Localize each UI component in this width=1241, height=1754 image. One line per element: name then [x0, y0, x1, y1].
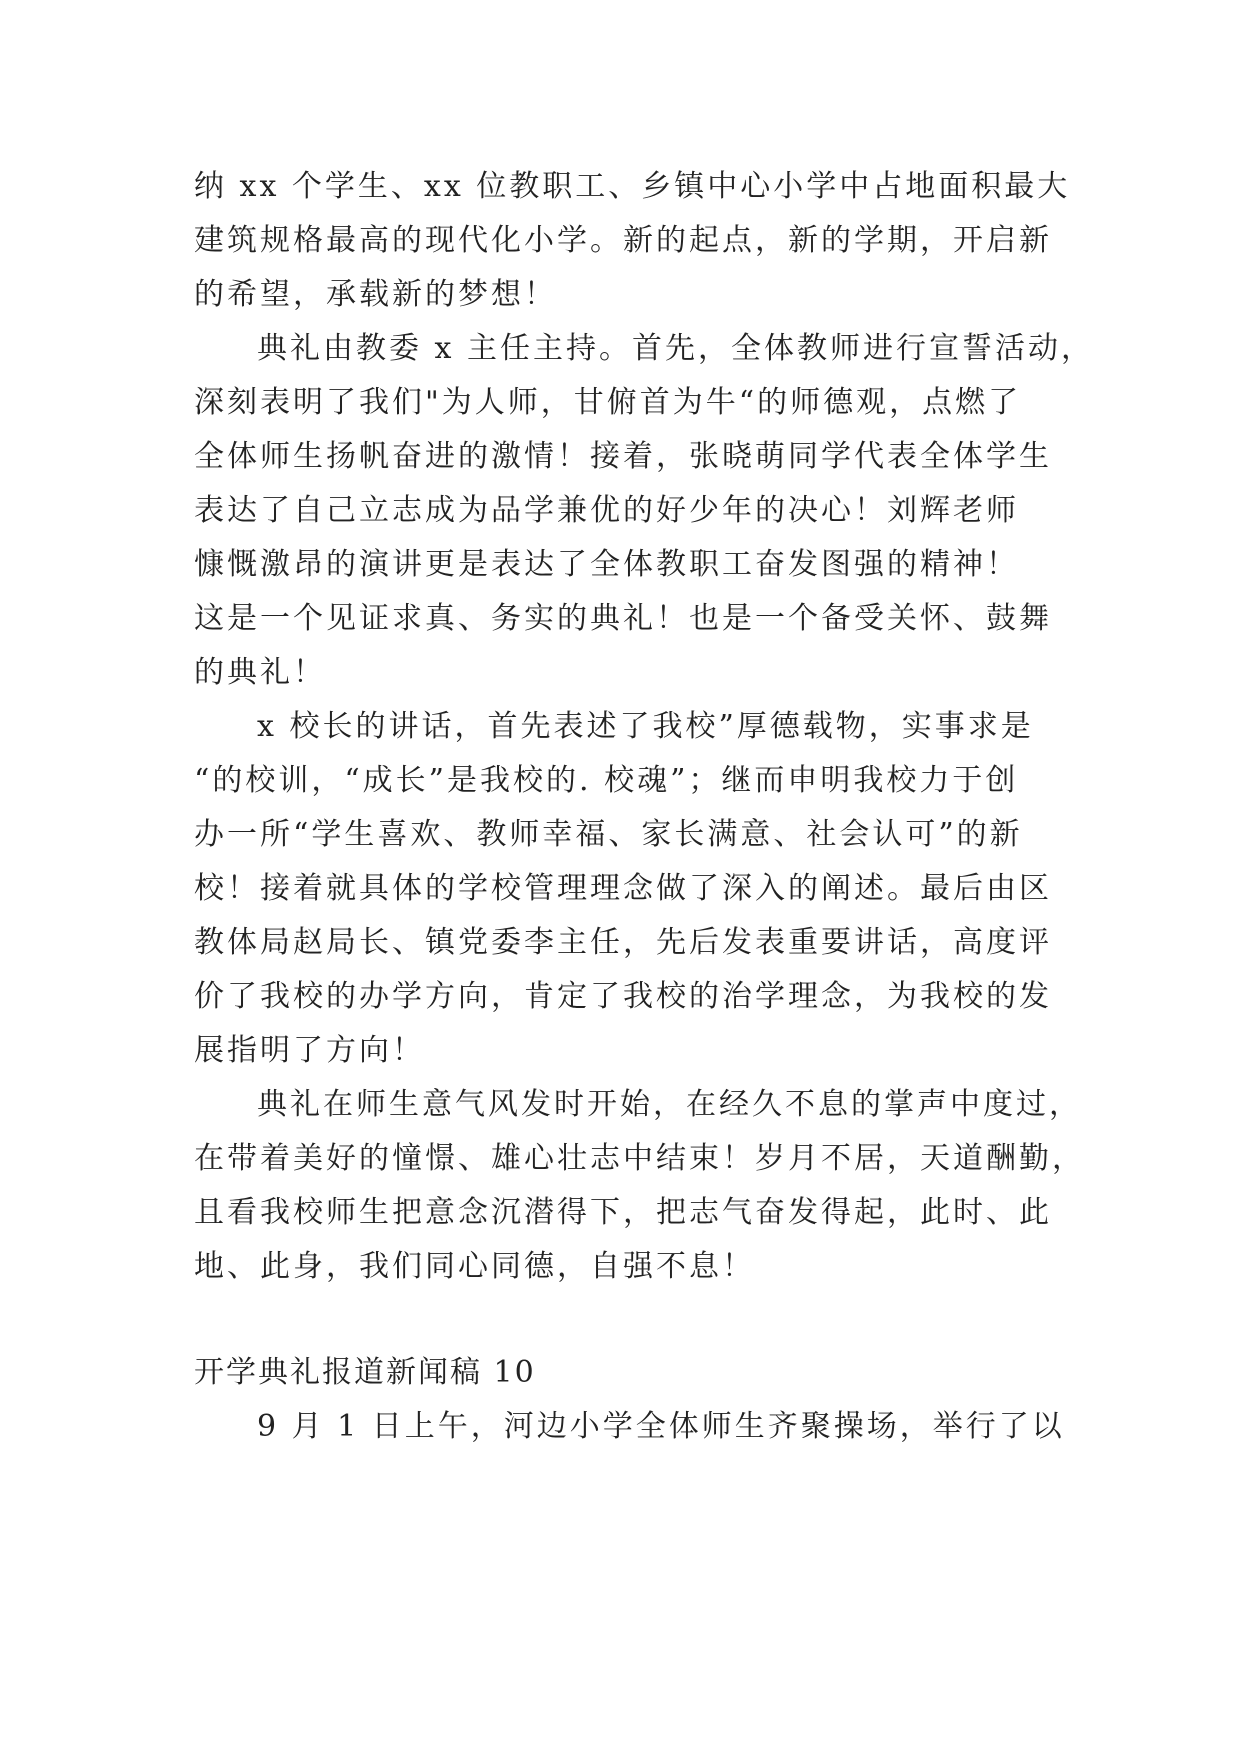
text-line: “的校训，“成长”是我校的. 校魂”；继而申明我校力于创 [194, 763, 1019, 798]
text-line: 办一所“学生喜欢、教师幸福、家长满意、社会认可”的新 [194, 817, 1023, 852]
text-line: 的典礼！ [194, 655, 326, 690]
text-line: x 校长的讲话，首先表述了我校”厚德载物，实事求是 [257, 709, 1034, 744]
text-line: 且看我校师生把意念沉潜得下，把志气奋发得起，此时、此 [194, 1195, 1052, 1230]
document-body [194, 160, 1094, 1454]
paragraph-4 [194, 1078, 1085, 1294]
paragraph-2 [194, 322, 1094, 700]
text-line: 典礼在师生意气风发时开始，在经久不息的掌声中度过， [257, 1087, 1082, 1122]
text-line: 在带着美好的憧憬、雄心壮志中结束！岁月不居，天道酬勤， [194, 1141, 1085, 1176]
text-line: 纳 xx 个学生、xx 位教职工、乡镇中心小学中占地面积最大 [194, 169, 1071, 204]
paragraph-5 [194, 1400, 1065, 1454]
text-line: 建筑规格最高的现代化小学。新的起点，新的学期，开启新 [194, 223, 1052, 258]
paragraph-3 [194, 700, 1052, 1078]
text-line: 表达了自己立志成为品学兼优的好少年的决心！刘辉老师 [194, 493, 1019, 528]
text-line: 地、此身，我们同心同德，自强不息！ [194, 1249, 755, 1284]
paragraph-1 [194, 160, 1071, 322]
text-line: 全体师生扬帆奋进的激情！接着，张晓萌同学代表全体学生 [194, 439, 1052, 474]
text-line: 价了我校的办学方向，肯定了我校的治学理念，为我校的发 [194, 979, 1052, 1014]
text-line: 教体局赵局长、镇党委李主任，先后发表重要讲话，高度评 [194, 925, 1052, 960]
section-heading: 开学典礼报道新闻稿 10 [194, 1355, 536, 1390]
text-line: 的希望，承载新的梦想！ [194, 277, 557, 312]
text-line: 深刻表明了我们"为人师，甘俯首为牛“的师德观，点燃了 [194, 385, 1022, 420]
text-line: 这是一个见证求真、务实的典礼！也是一个备受关怀、鼓舞 [194, 601, 1052, 636]
text-line: 9 月 1 日上午，河边小学全体师生齐聚操场，举行了以 [257, 1409, 1065, 1444]
text-line: 校！接着就具体的学校管理理念做了深入的阐述。最后由区 [194, 871, 1052, 906]
text-line: 慷慨激昂的演讲更是表达了全体教职工奋发图强的精神！ [194, 547, 1019, 582]
text-line: 展指明了方向！ [194, 1033, 425, 1068]
text-line: 典礼由教委 x 主任主持。首先，全体教师进行宣誓活动， [257, 331, 1094, 366]
